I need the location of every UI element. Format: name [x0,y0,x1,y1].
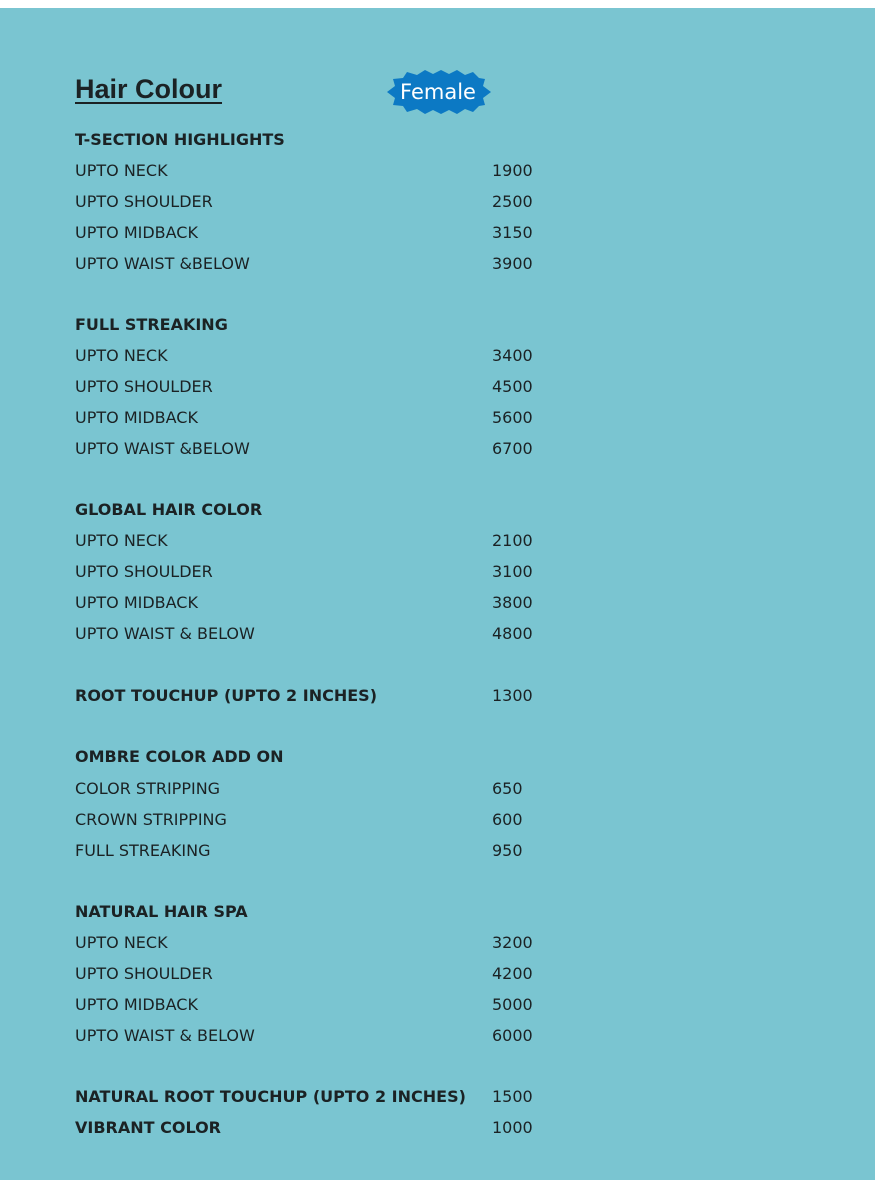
item-price: 3150 [492,223,533,242]
item-label: UPTO WAIST & BELOW [75,624,255,643]
list-item [75,778,555,800]
item-label: COLOR STRIPPING [75,779,221,798]
section-heading-label: ROOT TOUCHUP (UPTO 2 INCHES) [75,686,377,705]
item-price: 1300 [492,686,533,705]
item-price: 3900 [492,254,533,273]
item-label: UPTO WAIST &BELOW [75,439,250,458]
list-item [75,809,555,831]
list-item [75,623,555,645]
list-item [75,530,555,552]
item-label: UPTO MIDBACK [75,593,198,612]
section-heading-natural-hair-spa [75,901,555,923]
item-price: 4800 [492,624,533,643]
item-price: 2100 [492,531,533,550]
item-price: 3400 [492,346,533,365]
item-price: 1000 [492,1118,533,1137]
list-item [75,438,555,460]
list-item [75,1025,555,1047]
list-item [75,376,555,398]
section-heading-t-section [75,129,555,151]
section-heading-label: NATURAL HAIR SPA [75,902,248,921]
price-list-page [0,8,875,1180]
item-price: 950 [492,841,523,860]
badge-label: Female [400,80,476,104]
item-label: UPTO SHOULDER [75,562,213,581]
item-label: FULL STREAKING [75,841,211,860]
item-label: UPTO WAIST & BELOW [75,1026,255,1045]
item-label: UPTO MIDBACK [75,408,198,427]
section-heading-root-touchup [75,685,555,707]
item-price: 600 [492,810,523,829]
item-label: CROWN STRIPPING [75,810,227,829]
list-item [75,561,555,583]
item-label: UPTO WAIST &BELOW [75,254,250,273]
item-label: UPTO MIDBACK [75,995,198,1014]
section-heading-full-streaking [75,314,555,336]
list-item [75,345,555,367]
item-price: 3800 [492,593,533,612]
item-label: UPTO NECK [75,933,168,952]
item-price: 1900 [492,161,533,180]
item-price: 5000 [492,995,533,1014]
item-price: 6700 [492,439,533,458]
section-heading-vibrant-color [75,1117,555,1139]
section-heading-natural-root-touchup [75,1086,555,1108]
item-label: UPTO NECK [75,531,168,550]
item-price: 4500 [492,377,533,396]
list-item [75,840,555,862]
item-label: UPTO SHOULDER [75,377,213,396]
list-item [75,222,555,244]
section-heading-label: GLOBAL HAIR COLOR [75,500,263,519]
item-label: UPTO SHOULDER [75,192,213,211]
list-item [75,994,555,1016]
item-price: 650 [492,779,523,798]
page-title: Hair Colour [75,74,223,104]
item-label: UPTO SHOULDER [75,964,213,983]
section-heading-ombre [75,746,555,768]
list-item [75,253,555,275]
item-price: 5600 [492,408,533,427]
section-heading-label: T-SECTION HIGHLIGHTS [75,130,285,149]
list-item [75,160,555,182]
list-item [75,932,555,954]
female-badge [385,70,491,114]
item-price: 3200 [492,933,533,952]
item-price: 2500 [492,192,533,211]
section-heading-label: OMBRE COLOR ADD ON [75,747,284,766]
list-item [75,592,555,614]
item-label: UPTO MIDBACK [75,223,198,242]
item-label: UPTO NECK [75,161,168,180]
list-item [75,191,555,213]
item-price: 6000 [492,1026,533,1045]
item-price: 1500 [492,1087,533,1106]
list-item [75,963,555,985]
section-heading-label: VIBRANT COLOR [75,1118,221,1137]
section-heading-label: NATURAL ROOT TOUCHUP (UPTO 2 INCHES) [75,1087,466,1106]
item-label: UPTO NECK [75,346,168,365]
list-item [75,407,555,429]
item-price: 4200 [492,964,533,983]
item-price: 3100 [492,562,533,581]
section-heading-label: FULL STREAKING [75,315,228,334]
section-heading-global-hair-color [75,499,555,521]
